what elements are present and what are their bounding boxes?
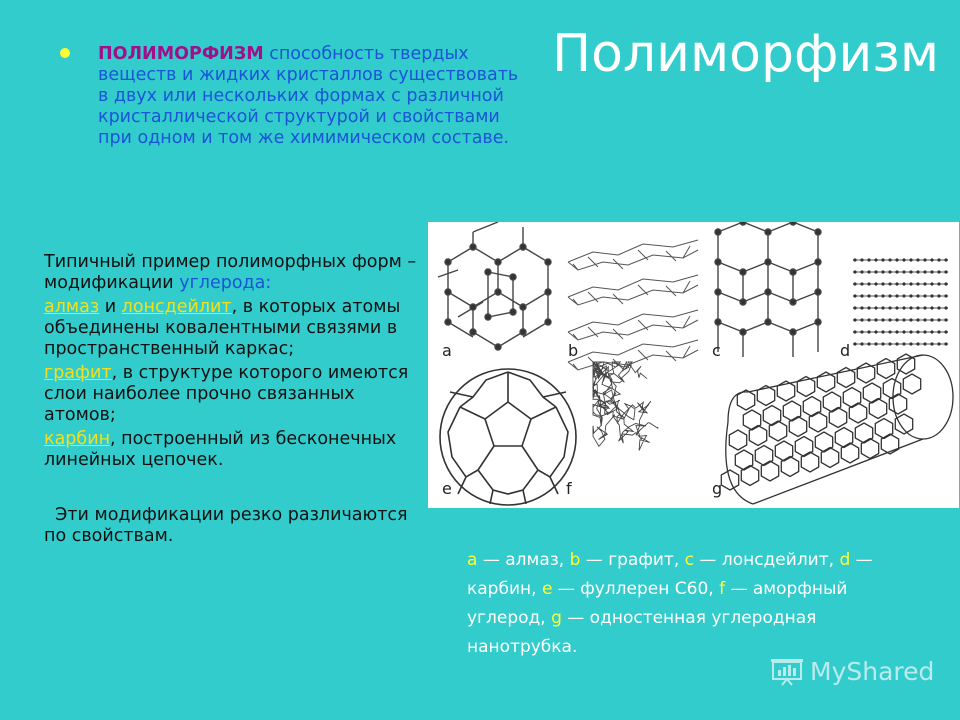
bullet-icon [60, 48, 70, 58]
watermark [770, 656, 934, 686]
slide-title: Полиморфизм [552, 24, 940, 84]
graphite-structure [568, 240, 698, 370]
caption-key-d: d [839, 550, 851, 570]
watermark-text: MyShared [810, 656, 935, 686]
carbyne-desc: , построенный из бесконечных линейных цепочек. [44, 429, 397, 470]
caption-text-d: — карбин, [467, 550, 873, 599]
diamond-structure [438, 222, 551, 350]
carbyne-paragraph [44, 429, 424, 471]
caption-text-c: — лонсдейлит, [694, 550, 840, 570]
caption-text-e: — фуллерен C60, [552, 579, 720, 599]
caption-key-e: e [541, 579, 553, 599]
carbon-allotropes-figure [428, 222, 959, 508]
fullerene-structure [440, 369, 576, 505]
caption-text-a: — алмаз, [477, 550, 570, 570]
figure-label-a: a [442, 341, 452, 360]
caption-key-g: g [551, 608, 562, 628]
allotropes-drawing [428, 222, 959, 508]
caption-key-a: a [467, 550, 478, 570]
figure-label-c: c [712, 341, 721, 360]
figure-label-f: f [566, 479, 572, 498]
figure-label-g: g [712, 479, 723, 498]
lonsdaleite-link[interactable]: лонсдейлит [121, 297, 232, 317]
intro-text: Типичный пример полиморфных форм – модификации [44, 252, 417, 293]
diamond-paragraph [44, 297, 424, 360]
intro-paragraph [44, 252, 424, 294]
carbyne-link[interactable]: карбин [44, 429, 111, 449]
intro-colon: : [265, 273, 272, 293]
caption-text-f: — аморфный углерод, [467, 579, 848, 628]
graphite-paragraph [44, 363, 424, 426]
carbyne-structure [853, 258, 948, 345]
figure-label-e: e [442, 479, 452, 498]
figure-label-b: b [568, 341, 579, 360]
nanotube-structure [721, 354, 953, 504]
note-text: Эти модификации резко различаются по свойствам. [44, 505, 408, 546]
figure-label-d: d [840, 341, 851, 360]
diamond-link[interactable]: алмаз [44, 297, 100, 317]
graphite-link[interactable]: графит [44, 363, 112, 383]
definition-term: ПОЛИМОРФИЗМ [98, 44, 264, 64]
caption-text-g: — одностенная углеродная нанотрубка. [467, 608, 817, 657]
presentation-icon [770, 656, 804, 686]
caption-key-f: f [719, 579, 726, 599]
graphite-desc: , в структуре которого имеются слои наиболее прочно связанных атомов; [44, 363, 409, 425]
caption-key-b: b [569, 550, 581, 570]
definition-text [98, 44, 520, 149]
note-paragraph [44, 505, 424, 547]
examples-text [44, 252, 424, 547]
figure-caption [467, 546, 907, 662]
diamond-desc: , в которых атомы объединены ковалентными связями в пространственный каркас; [44, 297, 401, 359]
definition-bullet [60, 44, 520, 149]
amorphous-carbon-structure [593, 362, 658, 450]
lonsdaleite-structure [715, 222, 821, 357]
caption-key-c: c [684, 550, 695, 570]
and-text: и [99, 297, 122, 317]
caption-text-b: — графит, [580, 550, 685, 570]
definition-body: способность твердых веществ и жидких кристаллов существовать в двух или нескольких формах с различной кристаллической структурой и свойствами при одном и том же химимическом составе. [98, 44, 519, 148]
carbon-link[interactable]: углерода [179, 273, 266, 293]
